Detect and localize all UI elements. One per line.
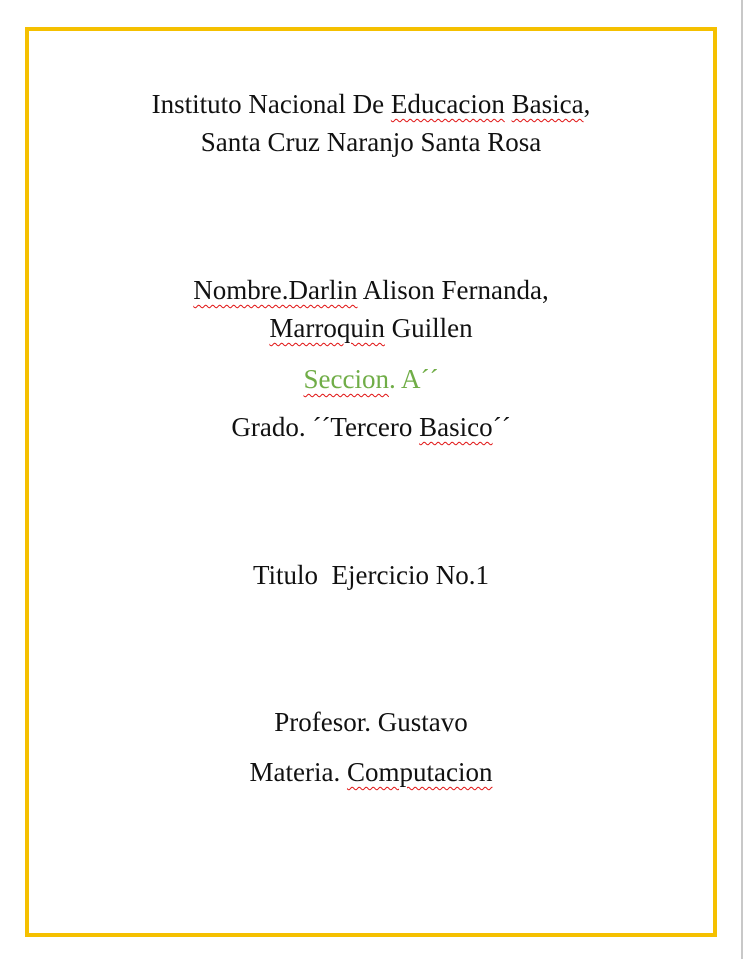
institution-line-2 [25,126,717,158]
student-name-line-1 [25,274,717,306]
spellcheck-word[interactable]: Basico [419,412,493,442]
student-name-text: Guillen [384,313,473,343]
institution-location: Santa Cruz Naranjo Santa Rosa [200,127,542,157]
grade-line [25,411,717,443]
spellcheck-word[interactable]: Basica [511,89,584,119]
spellcheck-word[interactable]: Educacion [390,89,505,119]
institution-text: , [583,89,591,119]
grade-text: Grado. ´´Tercero [231,412,420,442]
spellcheck-word[interactable]: Computacion [346,757,493,787]
grade-text: ´´ [492,412,511,442]
page-border [25,27,717,937]
teacher-name: Profesor. Gustavo [274,707,468,737]
teacher-line [25,706,717,738]
space [505,89,512,119]
institution-text: Instituto Nacional De [151,89,391,119]
section-text: . A´´ [388,364,439,394]
assignment-title: Titulo Ejercicio No.1 [253,560,489,590]
student-name-text: Alison Fernanda, [357,275,549,305]
subject-line [25,756,717,788]
title-line [25,559,717,591]
subject-text: Materia. [249,757,347,787]
spellcheck-word[interactable]: Seccion [303,364,389,394]
section-line [25,363,717,395]
student-name-line-2 [25,312,717,344]
page-edge [741,0,743,959]
spellcheck-word[interactable]: Nombre.Darlin [193,275,358,305]
institution-line-1 [25,88,717,120]
spellcheck-word[interactable]: Marroquin [269,313,385,343]
